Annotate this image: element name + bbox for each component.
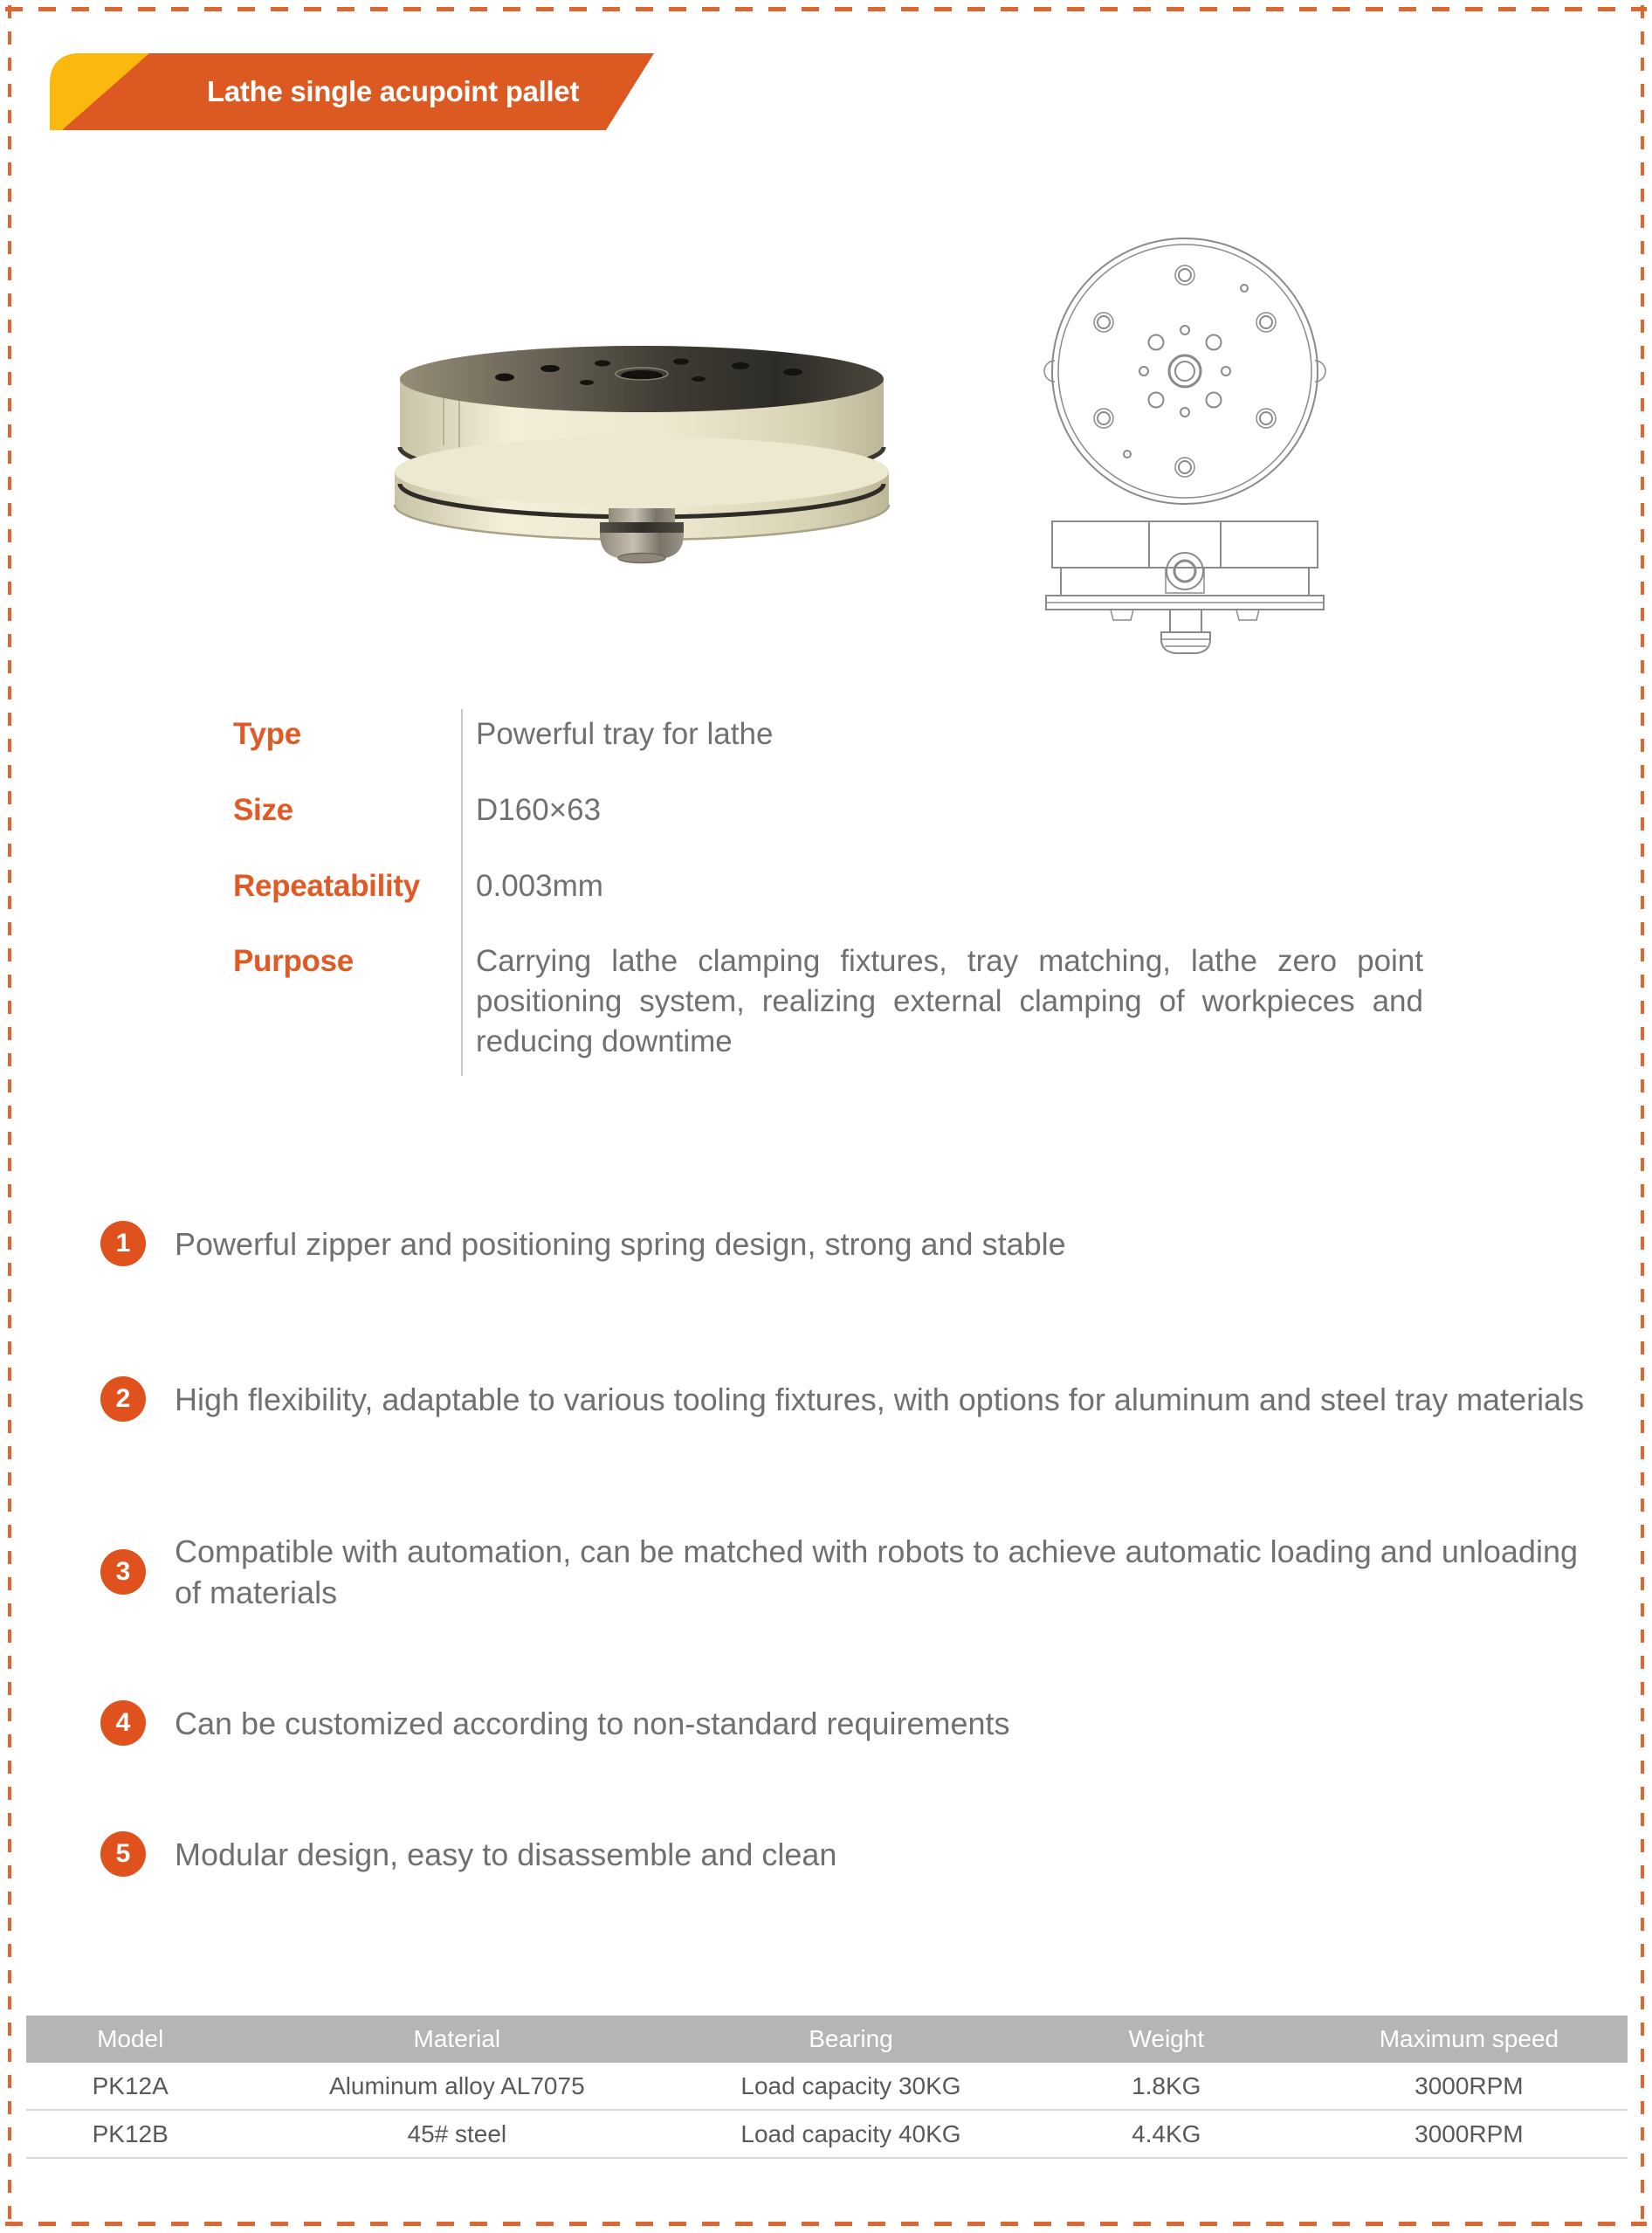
spec-row-purpose: [233, 941, 1423, 1062]
spec-value-purpose: Carrying lathe clamping fixtures, tray matching, lathe zero point positioning system, realizing external clamping of workpieces and reducing downtime: [476, 944, 1423, 1058]
cell-material: Aluminum alloy AL7075: [329, 2071, 585, 2099]
cell-bearing: Load capacity 30KG: [740, 2071, 961, 2099]
spec-value-repeatability: 0.003mm: [476, 869, 603, 903]
table-header-bearing: Bearing: [809, 2025, 893, 2052]
page-border-right: [1641, 5, 1644, 2228]
table-header-model: Model: [97, 2025, 164, 2052]
spec-row-type: [233, 714, 1423, 755]
feature-item-4: [100, 1700, 1585, 1746]
feature-item-2: [100, 1376, 1585, 1422]
feature-text-3: Compatible with automation, can be matched with robots to achieve automatic loading and unloading of materials: [175, 1533, 1578, 1610]
header-banner: [50, 53, 654, 130]
table-row: [26, 2063, 1628, 2111]
table-header-row: [26, 2016, 1628, 2063]
spec-label-type: Type: [233, 717, 301, 751]
cell-weight: 1.8KG: [1132, 2071, 1201, 2099]
spec-row-repeatability: [233, 866, 1423, 906]
feature-badge-3: 3: [100, 1549, 146, 1595]
table-header-max-speed: Maximum speed: [1379, 2025, 1559, 2052]
table-header-weight: Weight: [1128, 2025, 1205, 2052]
cell-max-speed: 3000RPM: [1415, 2119, 1524, 2147]
page-border-top: [5, 7, 1647, 11]
page-title: Lathe single acupoint pallet: [207, 75, 580, 107]
spec-row-size: [233, 790, 1423, 830]
cell-max-speed: 3000RPM: [1415, 2071, 1524, 2099]
feature-item-1: [100, 1221, 1585, 1266]
product-photo: [393, 342, 891, 566]
table-header-material: Material: [413, 2025, 501, 2052]
feature-text-2: High flexibility, adaptable to various tooling fixtures, with options for aluminum and steel tray materials: [175, 1381, 1585, 1417]
technical-drawing: [1037, 225, 1332, 662]
spec-table: [26, 2016, 1628, 2159]
spec-label-size: Size: [233, 793, 293, 827]
cell-weight: 4.4KG: [1132, 2119, 1201, 2147]
spec-value-size: D160×63: [476, 793, 602, 827]
spec-value-type: Powerful tray for lathe: [476, 717, 774, 751]
table-row: [26, 2111, 1628, 2159]
feature-badge-1: 1: [100, 1221, 146, 1266]
feature-item-5: [100, 1831, 1585, 1877]
feature-badge-4: 4: [100, 1700, 146, 1746]
cell-bearing: Load capacity 40KG: [740, 2119, 961, 2147]
feature-text-5: Modular design, easy to disassemble and clean: [175, 1836, 837, 1872]
cell-material: 45# steel: [407, 2119, 507, 2147]
page-border-bottom: [5, 2222, 1647, 2226]
feature-text-4: Can be customized according to non-standard requirements: [175, 1705, 1010, 1741]
cell-model: PK12A: [92, 2071, 169, 2099]
feature-text-1: Powerful zipper and positioning spring design, strong and stable: [175, 1225, 1066, 1262]
spec-label-repeatability: Repeatability: [233, 869, 420, 903]
page-border-left: [8, 5, 11, 2228]
feature-item-3: [100, 1531, 1585, 1613]
feature-badge-5: 5: [100, 1831, 146, 1877]
spec-label-purpose: Purpose: [233, 944, 354, 978]
cell-model: PK12B: [92, 2119, 169, 2147]
feature-badge-2: 2: [100, 1376, 146, 1422]
